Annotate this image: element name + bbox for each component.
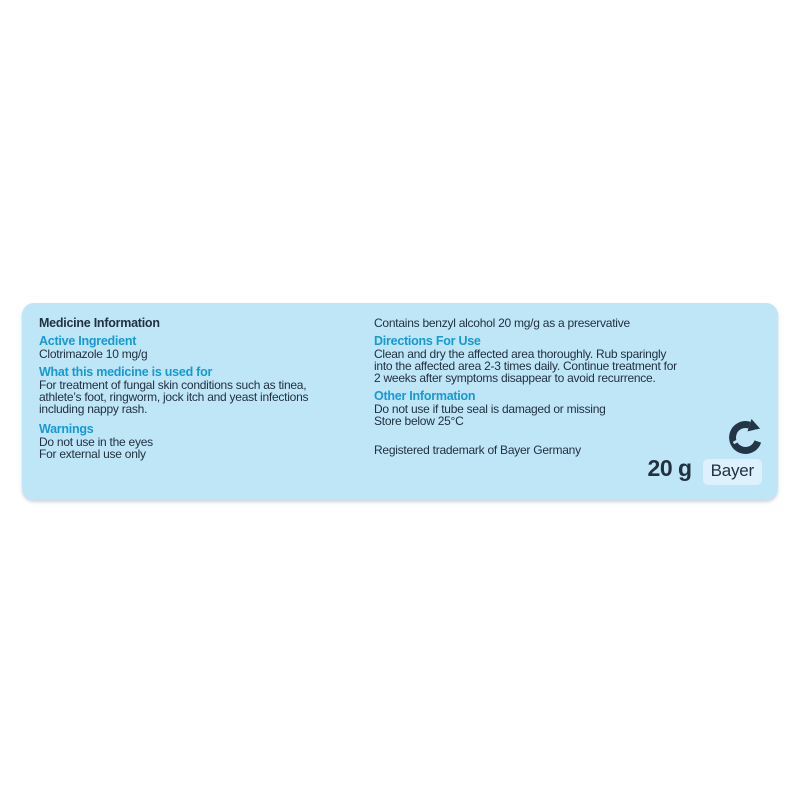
active-ingredient-text: Clotrimazole 10 mg/g [39, 347, 148, 361]
heading-other-information: Other Information [374, 389, 476, 403]
warnings-text-line1: Do not use in the eyes [39, 435, 153, 449]
medicine-information-title: Medicine Information [39, 316, 160, 330]
other-info-text-line2: Store below 25°C [374, 414, 464, 428]
footer-row [648, 455, 762, 485]
net-weight-label: 20 g [647, 455, 692, 481]
used-for-text-line1: For treatment of fungal skin conditions such as tinea, [39, 378, 307, 392]
trademark-text: Registered trademark of Bayer Germany [374, 443, 581, 457]
used-for-text-line3: including nappy rash. [39, 402, 148, 416]
bayer-brand-logo: Bayer [703, 459, 762, 485]
directions-text-line2: into the affected area 2-3 times daily. Continue treatment for [374, 359, 677, 373]
other-info-text-line1: Do not use if tube seal is damaged or missing [374, 402, 606, 416]
heading-active-ingredient: Active Ingredient [39, 334, 137, 348]
warnings-text-line2: For external use only [39, 447, 146, 461]
medicine-information-panel [22, 303, 778, 500]
right-column [374, 317, 716, 456]
heading-warnings: Warnings [39, 422, 94, 436]
directions-text-line3: 2 weeks after symptoms disappear to avoid recurrence. [374, 371, 656, 385]
green-dot-recycling-icon [727, 419, 764, 456]
directions-text-line1: Clean and dry the affected area thoroughly. Rub sparingly [374, 347, 667, 361]
heading-directions-for-use: Directions For Use [374, 334, 481, 348]
heading-what-used-for: What this medicine is used for [39, 365, 213, 379]
left-column [39, 317, 374, 460]
preservative-text: Contains benzyl alcohol 20 mg/g as a preservative [374, 316, 630, 330]
used-for-text-line2: athlete’s foot, ringworm, jock itch and yeast infections [39, 390, 309, 404]
